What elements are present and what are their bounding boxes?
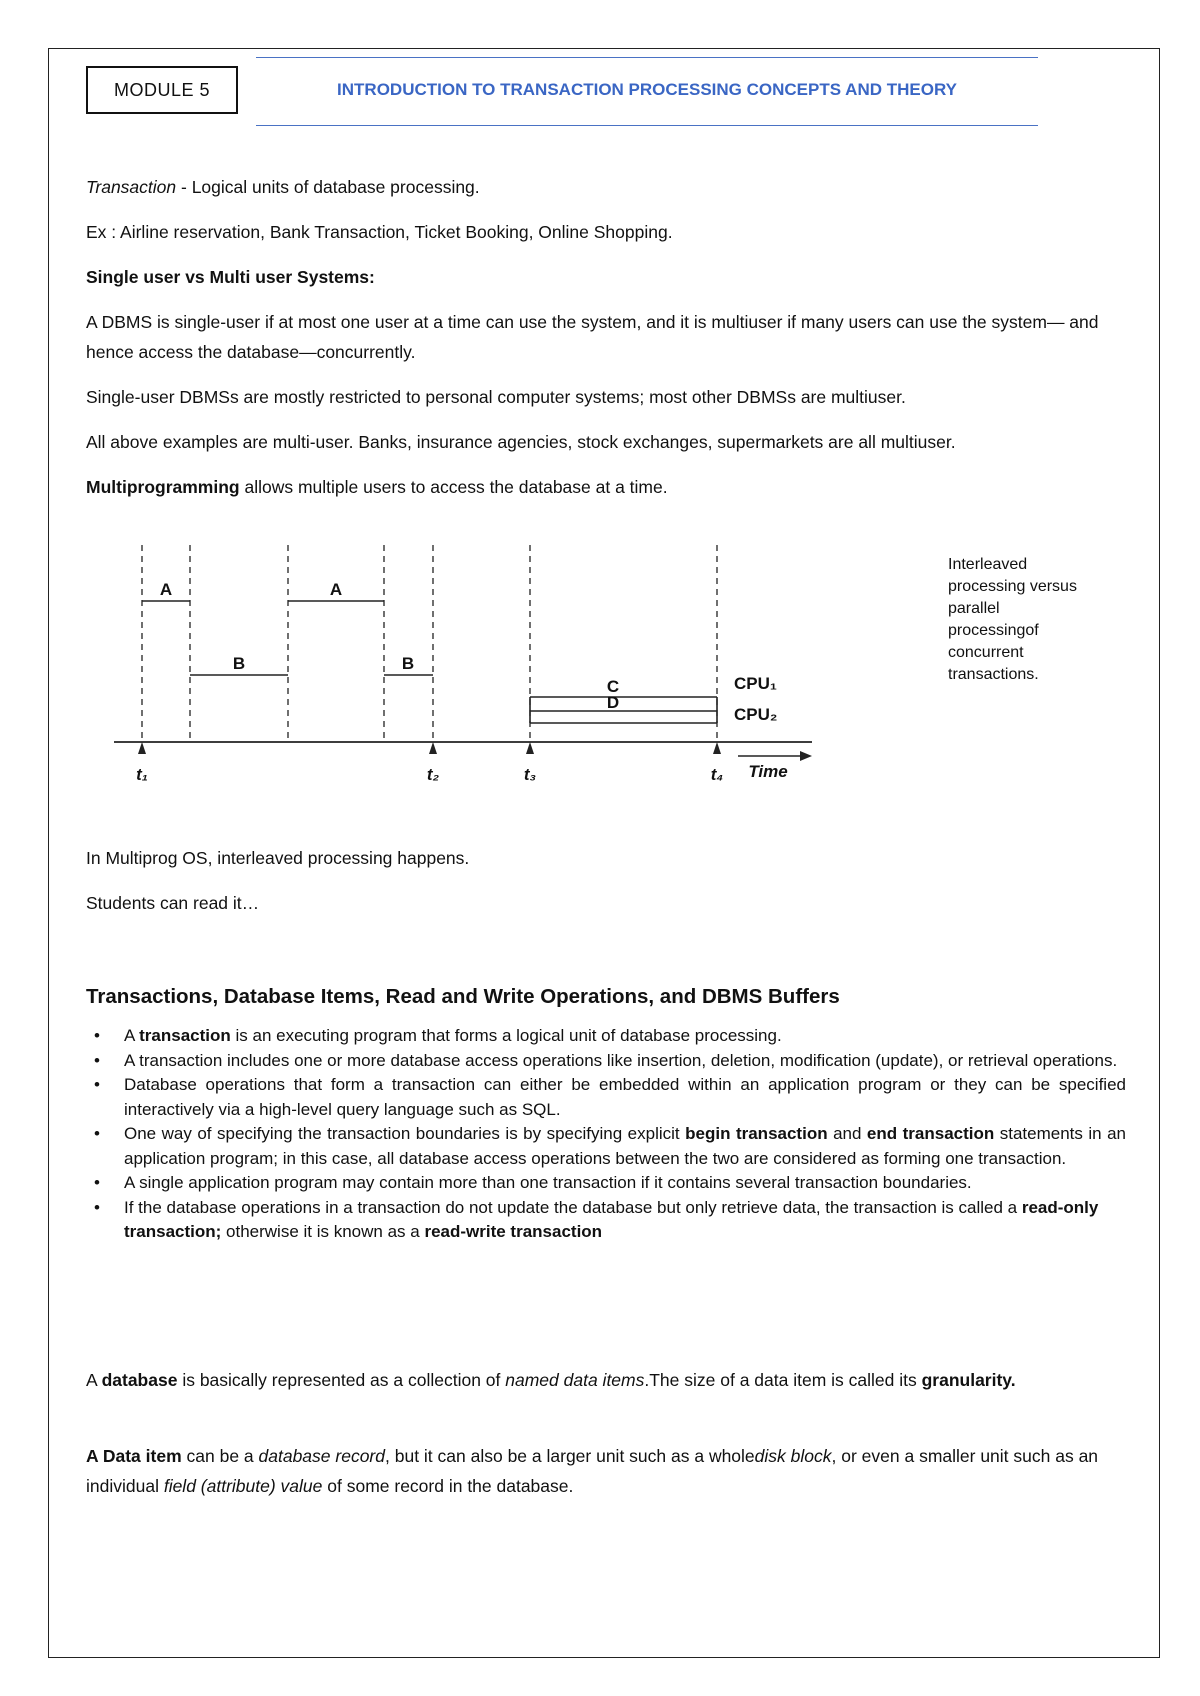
label-time: Time: [748, 762, 788, 781]
list-item: [86, 1196, 1126, 1245]
multiprogramming-paragraph: [86, 472, 1126, 502]
label-t4: t₄: [710, 765, 724, 784]
transaction-term: Transaction: [86, 177, 177, 197]
page-title: INTRODUCTION TO TRANSACTION PROCESSING CONCEPTS AND THEORY: [337, 80, 957, 99]
interleaved-line: In Multiprog OS, interleaved processing happens.: [86, 848, 470, 868]
list-item: [86, 1073, 1126, 1122]
database-record-term: database record: [258, 1446, 385, 1466]
list-item: [86, 1024, 1126, 1049]
transaction-bullet-list: [86, 1024, 1126, 1245]
bullet-text: One way of specifying the transaction boundaries is by specifying explicit: [124, 1124, 686, 1143]
field-value-term: field (attribute) value: [163, 1476, 323, 1496]
transaction-definition: [86, 172, 1126, 202]
bullet-text: statements in an application program; in this case, all database access operations between the two are considered as forming one transaction.: [124, 1124, 1126, 1168]
bullet-text: otherwise it is known as a: [221, 1222, 425, 1241]
paragraph-text: , but it can also be a larger unit such as a whole: [385, 1446, 755, 1466]
transaction-def-text: - Logical units of database processing.: [176, 177, 480, 197]
bullet-bold-text: end transaction: [866, 1124, 995, 1143]
database-term: database: [101, 1370, 178, 1390]
list-item: [86, 1122, 1126, 1171]
examples-line: Ex : Airline reservation, Bank Transaction, Ticket Booking, Online Shopping.: [86, 222, 673, 242]
label-t2: t₂: [426, 765, 440, 784]
diagram-caption: Interleaved processing versus parallel processingof concurrent transactions.: [948, 556, 1077, 683]
section-heading: Transactions, Database Items, Read and Write Operations, and DBMS Buffers: [86, 985, 840, 1008]
title-bottom-rule: [256, 125, 1038, 126]
paragraph-text: of some record in the database.: [322, 1476, 574, 1496]
list-item: [86, 1171, 1126, 1196]
bullet-icon: •: [94, 1197, 100, 1217]
tick-marker-t2: [429, 742, 437, 754]
label-t1: t₁: [136, 765, 148, 784]
data-item-paragraph: [86, 1441, 1126, 1501]
bullet-text: A: [124, 1026, 140, 1045]
paragraph-text: can be a: [181, 1446, 259, 1466]
disk-block-term: disk block: [754, 1446, 832, 1466]
database-paragraph: [86, 1365, 1126, 1395]
bullet-text: Database operations that form a transaction can either be embedded within an application program or they can be specified interactively via a high-level query language such as SQL.: [124, 1075, 1126, 1119]
data-item-term: A Data item: [86, 1446, 182, 1466]
paragraph-text: is basically represented as a collection of: [177, 1370, 506, 1390]
bullet-icon: •: [94, 1026, 100, 1045]
multi-user-examples-paragraph: All above examples are multi-user. Banks, insurance agencies, stock exchanges, supermarkets are all multiuser.: [86, 432, 956, 452]
bullet-text: and: [827, 1124, 867, 1143]
paragraph-text: A: [86, 1370, 102, 1390]
single-user-paragraph: Single-user DBMSs are mostly restricted to personal computer systems; most other DBMSs are multiuser.: [86, 387, 906, 407]
bullet-text: is an executing program that forms a logical unit of database processing.: [230, 1026, 782, 1045]
title-top-rule: [256, 57, 1038, 58]
tick-marker-t4: [713, 742, 721, 754]
tick-marker-t1: [138, 742, 146, 754]
label-cpu2: CPU₂: [734, 705, 778, 724]
granularity-term: granularity.: [921, 1370, 1016, 1390]
multiprogramming-term: Multiprogramming: [86, 477, 240, 497]
paragraph-text: , or even a smaller unit such as an individual: [86, 1446, 1099, 1496]
students-read-line: Students can read it…: [86, 893, 260, 913]
bullet-text: A transaction includes one or more database access operations like insertion, deletion, modification (update), or retrieval operations.: [124, 1050, 1118, 1070]
list-item: [86, 1049, 1126, 1074]
bullet-icon: •: [94, 1075, 100, 1094]
bullet-text: If the database operations in a transaction do not update the database but only retrieve data, the transaction is called a: [124, 1197, 1022, 1217]
label-a1: A: [159, 580, 173, 599]
bullet-icon: •: [94, 1050, 100, 1070]
multiprogramming-text: allows multiple users to access the database at a time.: [239, 477, 668, 497]
single-multi-heading: Single user vs Multi user Systems:: [86, 267, 375, 287]
label-t3: t₃: [523, 765, 537, 784]
bullet-icon: •: [94, 1124, 100, 1143]
dbms-paragraph: A DBMS is single-user if at most one user at a time can use the system, and it is multiuser if many users can use the system— and hence access the database—concurrently.: [86, 312, 1099, 362]
bullet-bold-text: read-write transaction: [424, 1222, 603, 1241]
time-arrow-head: [800, 751, 812, 761]
label-b1: B: [232, 654, 246, 673]
paragraph-text: .The size of a data item is called its: [644, 1370, 922, 1390]
bullet-text: A single application program may contain more than one transaction if it contains several transaction boundaries.: [124, 1173, 972, 1192]
named-data-items-term: named data items: [505, 1370, 645, 1390]
label-b2: B: [401, 654, 415, 673]
tick-marker-t3: [526, 742, 534, 754]
label-cpu1: CPU₁: [734, 674, 777, 693]
module-label: MODULE 5: [86, 66, 238, 114]
label-d: D: [606, 693, 620, 712]
label-a2: A: [329, 580, 343, 599]
interleaved-parallel-diagram: [100, 540, 830, 810]
bullet-bold-text: read-only transaction;: [124, 1197, 1099, 1241]
label-c: C: [606, 677, 620, 696]
bullet-icon: •: [94, 1173, 100, 1192]
bullet-bold-text: transaction: [139, 1026, 231, 1045]
bullet-bold-text: begin transaction: [685, 1124, 828, 1143]
